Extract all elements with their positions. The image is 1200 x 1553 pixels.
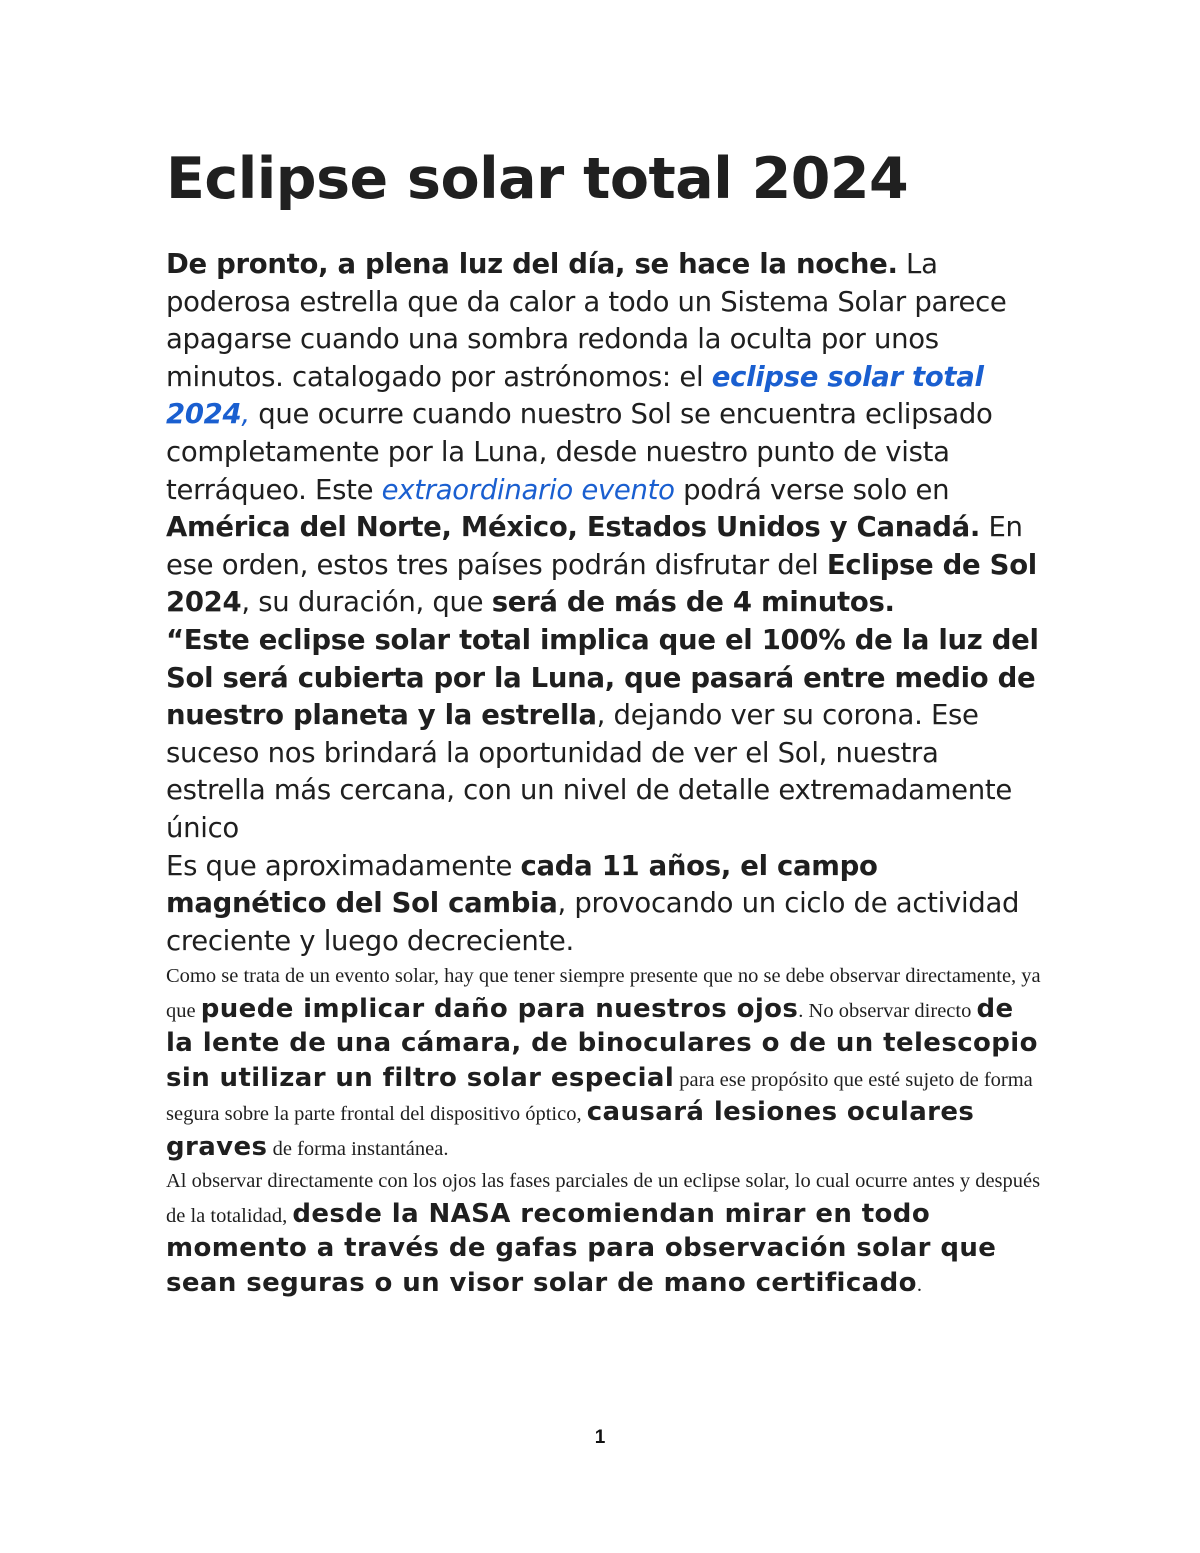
link-extraordinario-evento[interactable]: extraordinario evento [381, 473, 675, 506]
text-run: Es que aproximadamente [166, 849, 521, 882]
bold-run: de la lente de una cámara, de binoculares o de un telescopio sin utilizar un filtro solar especial [166, 993, 1038, 1093]
paragraph-intro [166, 246, 1046, 622]
bold-run: América del Norte, México, Estados Unidos y Canadá. [166, 511, 981, 544]
bold-run: “Este eclipse solar total implica que el 100% de la luz del Sol será cubierta por la Luna, que pasará entre medio de nuestro planeta y la estrella [166, 623, 1039, 732]
text-run: . [916, 1273, 923, 1296]
text-run: . No observar directo [798, 999, 977, 1022]
text-run: de forma instantánea. [267, 1137, 449, 1160]
text-run: , provocando un ciclo de actividad creciente y luego decreciente. [166, 887, 1020, 957]
text-run: , su duración, que [241, 586, 492, 619]
text-run: podrá verse solo en [674, 473, 950, 506]
paragraph-nasa [166, 1165, 1046, 1301]
lead-sentence: De pronto, a plena luz del día, se hace la noche. [166, 248, 898, 280]
text-run: que ocurre cuando nuestro Sol se encuentra eclipsado completamente por la Luna, desde nuestro punto de vista terráqueo. Este [166, 398, 993, 506]
text-run: La poderosa estrella que da calor a todo un Sistema Solar parece apagarse cuando una sombra redonda la oculta por unos minutos. catalogado por astrónomos: el [166, 248, 1007, 393]
paragraph-cycle [166, 848, 1046, 961]
bold-run: puede implicar daño para nuestros ojos [200, 993, 799, 1024]
page-title: Eclipse solar total 2024 [166, 146, 909, 212]
link-comma: , [241, 398, 250, 431]
bold-run: Eclipse de Sol 2024 [166, 548, 1037, 619]
text-run: Como se trata de un evento solar, hay que tener siempre presente que no se debe observar directamente, ya que [166, 965, 1041, 1022]
text-run: para ese propósito que esté sujeto de forma segura sobre la parte frontal del dispositivo óptico, [166, 1068, 1033, 1126]
text-run: Al observar directamente con los ojos las fases parciales de un eclipse solar, lo cual ocurre antes y después de la totalidad, [166, 1170, 1041, 1227]
bold-run: desde la NASA recomiendan mirar en todo momento a través de gafas para observación solar que sean seguras o un visor solar de mano certificado [166, 1198, 997, 1298]
paragraph-warning [166, 960, 1046, 1165]
link-eclipse-solar-total[interactable]: eclipse solar total 2024 [166, 360, 984, 431]
paragraph-quote [166, 622, 1046, 848]
text-run: En ese orden, estos tres países podrán disfrutar del [166, 511, 1023, 581]
page-number: 1 [594, 1427, 606, 1448]
bold-run: será de más de 4 minutos. [491, 586, 895, 619]
document-body [166, 142, 1046, 1301]
bold-run: causará lesiones oculares graves [166, 1097, 975, 1162]
bold-run: cada 11 años, el campo magnético del Sol cambia [166, 849, 878, 920]
text-run: , dejando ver su corona. Ese suceso nos brindará la oportunidad de ver el Sol, nuestra estrella más cercana, con un nivel de detalle extremadamente único [166, 699, 1013, 844]
